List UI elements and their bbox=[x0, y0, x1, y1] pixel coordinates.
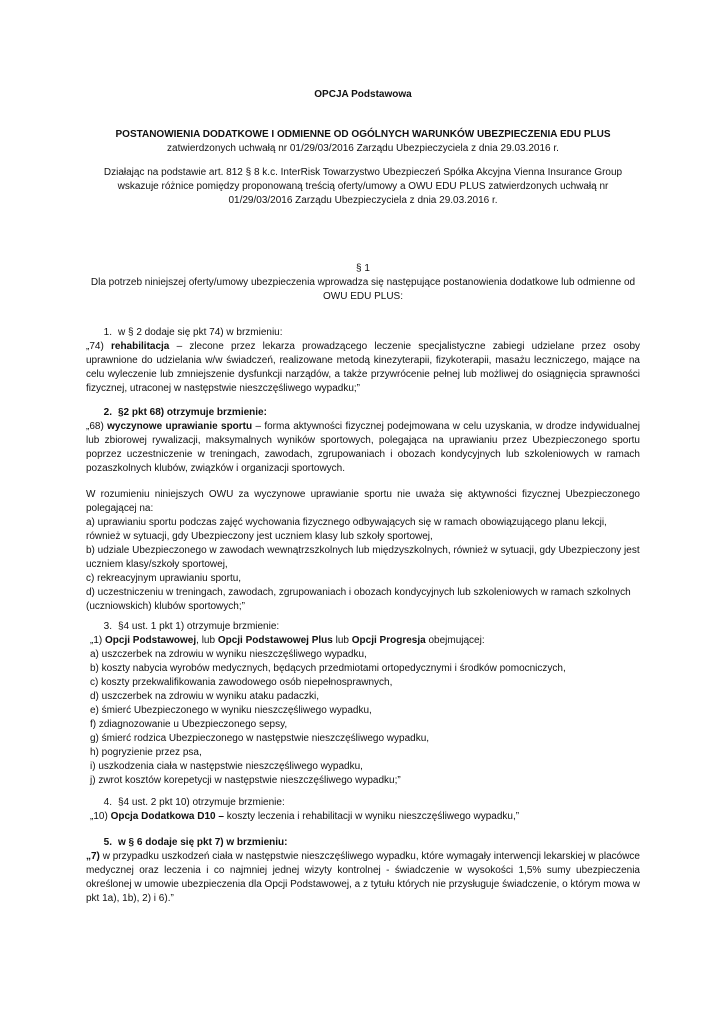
list-item: j) zwrot kosztów korepetycji w następstwie nieszczęśliwego wypadku;” bbox=[90, 775, 401, 786]
point-3-number: 3. bbox=[103, 621, 112, 632]
option-title: OPCJA Podstawowa bbox=[314, 89, 412, 100]
point-3-list bbox=[90, 648, 644, 788]
list-item: b) udziale Ubezpieczonego w zawodach wewnątrzszkolnych lub międzyszkolnych, również w sytuacji, gdy Ubezpieczony jest uczniem klasy/szkoły sportowej, bbox=[86, 545, 640, 570]
point-4-heading-text: §4 ust. 2 pkt 10) otrzymuje brzmienie: bbox=[118, 797, 285, 808]
approved-line: zatwierdzonych uchwałą nr 01/29/03/2016 Zarządu Ubezpieczyciela z dnia 29.03.2016 r. bbox=[167, 143, 559, 154]
point-2-heading-text: §2 pkt 68) otrzymuje brzmienie: bbox=[118, 407, 267, 418]
point-2-list bbox=[86, 516, 640, 614]
list-item: c) koszty przekwalifikowania zawodowego osób niepełnosprawnych, bbox=[90, 677, 393, 688]
point-3-heading-text: §4 ust. 1 pkt 1) otrzymuje brzmienie: bbox=[118, 621, 280, 632]
intro-paragraph: Działając na podstawie art. 812 § 8 k.c. InterRisk Towarzystwo Ubezpieczeń Spółka Akcyjna Vienna Insurance Group wskazuje różnice pomiędzy proponowaną treścią oferty/umowy a OWU EDU PLUS zatwierdzonych uchwałą nr 01/29/03/2016 Zarządu Ubezpieczyciela z dnia 29.03.2016 r. bbox=[103, 167, 623, 206]
section-intro: Dla potrzeb niniejszej oferty/umowy ubezpieczenia wprowadza się następujące postanowienia dodatkowe lub odmienne od OWU EDU PLUS: bbox=[90, 277, 636, 302]
list-item: f) zdiagnozowanie u Ubezpieczonego sepsy, bbox=[90, 719, 288, 730]
point-4-number: 4. bbox=[103, 797, 112, 808]
point-3-line bbox=[90, 634, 644, 648]
list-item: a) uprawianiu sportu podczas zajęć wychowania fizycznego odbywających się w ramach obowiązującego planu lekcji, również w sytuacji, gdy Ubezpieczony jest uczniem klasy lub szkoły sportowej, bbox=[86, 517, 607, 542]
point-4-term: Opcja Dodatkowa D10 – bbox=[110, 811, 224, 822]
point-4-body bbox=[90, 810, 644, 824]
point-2-quote-start: „68) bbox=[86, 421, 108, 432]
point-1-term: rehabilitacja bbox=[111, 341, 170, 352]
list-item: h) pogryzienie przez psa, bbox=[90, 747, 202, 758]
main-heading: POSTANOWIENIA DODATKOWE I ODMIENNE OD OGÓLNYCH WARUNKÓW UBEZPIECZENIA EDU PLUS bbox=[115, 129, 611, 140]
point-4-quote-start: „10) bbox=[90, 811, 111, 822]
point-1-heading-text: w § 2 dodaje się pkt 74) w brzmieniu: bbox=[118, 327, 283, 338]
point-4-text: koszty leczenia i rehabilitacji w wyniku nieszczęśliwego wypadku,” bbox=[223, 811, 520, 822]
point-5-text: w przypadku uszkodzeń ciała w następstwie nieszczęśliwego wypadku, które wymagały interwencji lekarskiej w placówce medycznej oraz leczenia i co najmniej jednej wizyty kontrolnej - świadczenie w wysokości 1,5% sumy ubezpieczenia określonej w umowie ubezpieczenia dla Opcji Podstawowej, a z tytułu których nie przysługuje świadczenie, o którym mowa w pkt 1a), 1b), 2) i 6).” bbox=[86, 851, 640, 904]
point-2-body bbox=[86, 420, 640, 476]
list-item: a) uszczerbek na zdrowiu w wyniku nieszczęśliwego wypadku, bbox=[90, 649, 367, 660]
list-item: d) uszczerbek na zdrowiu w wyniku ataku padaczki, bbox=[90, 691, 319, 702]
point-5-number: 5. bbox=[103, 837, 112, 848]
point-3-sep-2: lub bbox=[332, 635, 352, 646]
list-item: e) śmierć Ubezpieczonego w wyniku nieszczęśliwego wypadku, bbox=[90, 705, 372, 716]
point-3-heading bbox=[86, 620, 640, 634]
point-1-number: 1. bbox=[103, 327, 112, 338]
point-3-option-1: Opcji Podstawowej bbox=[105, 635, 197, 646]
point-2-term: wyczynowe uprawianie sportu bbox=[107, 421, 253, 432]
point-2-paragraph-2: W rozumieniu niniejszych OWU za wyczynowe uprawianie sportu nie uważa się aktywności fizycznej Ubezpieczonego polegającej na: bbox=[86, 489, 640, 514]
point-3-option-2: Opcji Podstawowej Plus bbox=[217, 635, 333, 646]
point-5-quote-start: „7) bbox=[86, 851, 100, 862]
point-3-option-3: Opcji Progresja bbox=[351, 635, 426, 646]
point-2-heading bbox=[86, 406, 640, 420]
point-5-body bbox=[86, 850, 640, 906]
point-1-body bbox=[86, 340, 640, 396]
list-item: d) uczestniczeniu w treningach, zawodach, zgrupowaniach i obozach kondycyjnych lub szkoleniowych w ramach szkolnych (uczniowskich) klubów sportowych;” bbox=[86, 587, 631, 612]
section-mark: § 1 bbox=[356, 263, 370, 274]
list-item: c) rekreacyjnym uprawianiu sportu, bbox=[86, 573, 242, 584]
point-5-heading-text: w § 6 dodaje się pkt 7) w brzmieniu: bbox=[118, 837, 288, 848]
list-item: g) śmierć rodzica Ubezpieczonego w następstwie nieszczęśliwego wypadku, bbox=[90, 733, 430, 744]
point-4-heading bbox=[86, 796, 640, 810]
list-item: b) koszty nabycia wyrobów medycznych, będących przedmiotami ortopedycznymi i środków pomocniczych, bbox=[90, 663, 566, 674]
point-2-text: – forma aktywności fizycznej podejmowana w celu uzyskania, w drodze indywidualnej lub zbiorowej rywalizacji, maksymalnych wyników sportowych, polegająca na uprawianiu przez Ubezpieczonego sportu poprzez uczestniczenie w treningach, zawodach, zgrupowaniach i obozach kondycyjnych lub szkoleniowych w ramach pozaszkolnych klubów, związków i organizacji sportowych. bbox=[86, 421, 640, 474]
point-3-end: obejmującej: bbox=[425, 635, 485, 646]
point-3-sep-1: , lub bbox=[196, 635, 218, 646]
point-5-heading bbox=[86, 836, 640, 850]
list-item: i) uszkodzenia ciała w następstwie nieszczęśliwego wypadku, bbox=[90, 761, 363, 772]
point-1-text: – zlecone przez lekarza prowadzącego leczenie specjalistyczne zabiegi udzielane przez osoby uprawnione do udzielania w/w świadczeń, realizowane metodą kinezyterapii, fizykoterapii, masażu leczniczego, mające na celu wyleczenie lub zmniejszenie dysfunkcji narządów, a także przywrócenie pełnej lub możliwej do osiągnięcia sprawności fizycznej, utraconej w następstwie nieszczęśliwego wypadku;” bbox=[86, 341, 641, 394]
point-3-quote-start: „1) bbox=[90, 635, 105, 646]
point-1-quote-start: „74) bbox=[86, 341, 111, 352]
point-2-number: 2. bbox=[103, 407, 112, 418]
point-1-heading bbox=[86, 326, 640, 340]
